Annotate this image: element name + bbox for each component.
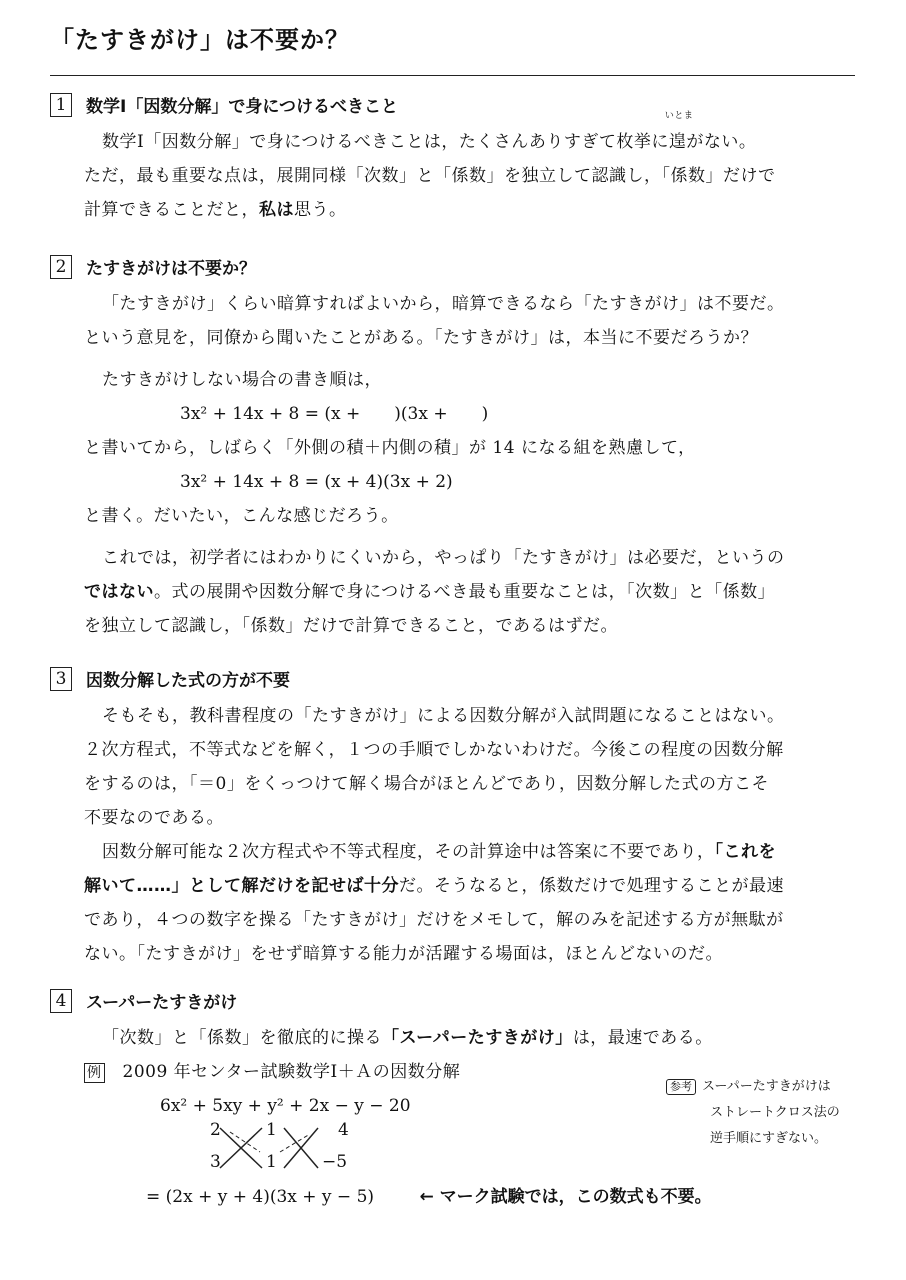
- text-line: ２次方程式，不等式などを解く，１つの手順でしかないわけだ。今後この程度の因数分解: [84, 740, 784, 760]
- ruby-base: 遑: [668, 132, 687, 152]
- note-text: スーパーたすきがけは: [702, 1079, 831, 1094]
- page-title: 「たすきがけ」は不要か？: [50, 26, 350, 54]
- section-number: 2: [50, 255, 72, 279]
- section-3-heading: [50, 666, 855, 691]
- example-tag: 例: [84, 1063, 105, 1083]
- section-2: [50, 254, 855, 643]
- text-line: と書いてから，しばらく「外側の積＋内側の積」が 14 になる組を熟慮して，: [84, 438, 696, 458]
- ruby-text: いとま: [664, 111, 694, 121]
- section-3: [50, 666, 855, 971]
- result-equation: = (2x + y + 4)(3x + y − 5): [146, 1187, 375, 1207]
- emphasis: ではない: [84, 582, 154, 602]
- text: 。式の展開や因数分解で身につけるべき最も重要なことは，「次数」と「係数」: [154, 582, 776, 602]
- section-1: [50, 92, 855, 227]
- text-line: たすきがけしない場合の書き順は，: [102, 370, 382, 390]
- cross-value: 3: [210, 1152, 221, 1172]
- ruby: [664, 111, 694, 159]
- text-line: という意見を，同僚から聞いたことがある。「たすきがけ」は，本当に不要だろうか？: [84, 328, 758, 348]
- note-line: 逆手順にすぎない。: [710, 1131, 828, 1146]
- text-line: そもそも，教科書程度の「たすきがけ」による因数分解が入試問題になることはない。: [102, 706, 785, 726]
- text-line: [84, 869, 855, 903]
- text: 思う。: [294, 200, 347, 220]
- section-4-heading: [50, 988, 855, 1013]
- paragraph: [102, 111, 855, 159]
- cross-value: 1: [266, 1120, 277, 1140]
- text-line: であり，４つの数字を操る「たすきがけ」だけをメモして，解のみを記述する方が無駄が: [84, 910, 784, 930]
- equation: 3x² + 14x + 8 = (x + 4)(3x + 2): [180, 472, 453, 492]
- text-line: これでは，初学者にはわかりにくいから，やっぱり「たすきがけ」は必要だ，というの: [102, 548, 785, 568]
- equation: 6x² + 5xy + y² + 2x − y − 20: [160, 1096, 411, 1116]
- note-line: [666, 1074, 866, 1100]
- tasukigake-diagram: [200, 1122, 360, 1178]
- text: は，最速である。: [572, 1028, 713, 1048]
- text-line: ない。「たすきがけ」をせず暗算する能力が活躍する場面は，ほとんどないのだ。: [84, 944, 723, 964]
- emphasis: 「これを: [714, 842, 776, 862]
- text: だ。そうなると，係数だけで処理することが最速: [399, 876, 784, 896]
- section-number: 1: [50, 93, 72, 117]
- text: 因数分解可能な２次方程式や不等式程度，その計算途中は答案に不要であり，: [102, 842, 715, 862]
- text: 数学Ⅰ「因数分解」で身につけるべきことは，たくさんありすぎて枚挙に: [102, 132, 669, 152]
- section-title: スーパーたすきがけ: [86, 993, 238, 1013]
- text-line: [84, 575, 855, 609]
- text-line: を独立して認識し，「係数」だけで計算できること，であるはずだ。: [84, 616, 618, 636]
- cross-value: 4: [338, 1120, 349, 1140]
- cross-value: 2: [210, 1120, 221, 1140]
- equation: 3x² + 14x + 8 = (x + )(3x + ): [180, 404, 489, 424]
- arrow-note: ← マーク試験では，この数式も不要。: [419, 1187, 712, 1207]
- title-rule: [50, 75, 855, 76]
- text-line: 不要なのである。: [84, 808, 224, 828]
- text-line: をするのは，「＝0」をくっつけて解く場合がほとんどであり，因数分解した式の方こそ: [84, 774, 769, 794]
- section-number: 4: [50, 989, 72, 1013]
- note-line: ストレートクロス法の: [710, 1105, 840, 1120]
- text-line: [102, 835, 855, 869]
- text-line: [84, 193, 855, 227]
- note-tag: 参考: [666, 1079, 696, 1095]
- emphasis: 「スーパーたすきがけ」: [382, 1028, 573, 1048]
- section-2-heading: [50, 254, 855, 279]
- cross-value: 1: [266, 1152, 277, 1172]
- section-title: 因数分解した式の方が不要: [86, 671, 290, 691]
- emphasis: 私は: [259, 200, 294, 220]
- section-title: 数学Ⅰ「因数分解」で身につけるべきこと: [86, 97, 398, 117]
- text: 計算できることだと，: [84, 200, 259, 220]
- result-line: [146, 1180, 712, 1214]
- text: 「次数」と「係数」を徹底的に操る: [102, 1028, 382, 1048]
- example-title: 2009 年センター試験数学Ⅰ＋Ａの因数分解: [122, 1062, 461, 1082]
- section-title: たすきがけは不要か？: [86, 259, 256, 279]
- text-line: ただ，最も重要な点は，展開同様「次数」と「係数」を独立して認識し，「係数」だけで: [84, 166, 776, 186]
- text-line: と書く。だいたい，こんな感じだろう。: [84, 506, 399, 526]
- text-line: 「たすきがけ」くらい暗算すればよいから，暗算できるなら「たすきがけ」は不要だ。: [102, 294, 785, 314]
- emphasis: 解いて……」として解だけを記せば十分: [84, 876, 399, 896]
- text: がない。: [686, 132, 757, 152]
- reference-note: [666, 1074, 866, 1152]
- section-1-heading: [50, 92, 855, 117]
- cross-value: −5: [322, 1152, 348, 1172]
- section-number: 3: [50, 667, 72, 691]
- text-line: [102, 1021, 855, 1055]
